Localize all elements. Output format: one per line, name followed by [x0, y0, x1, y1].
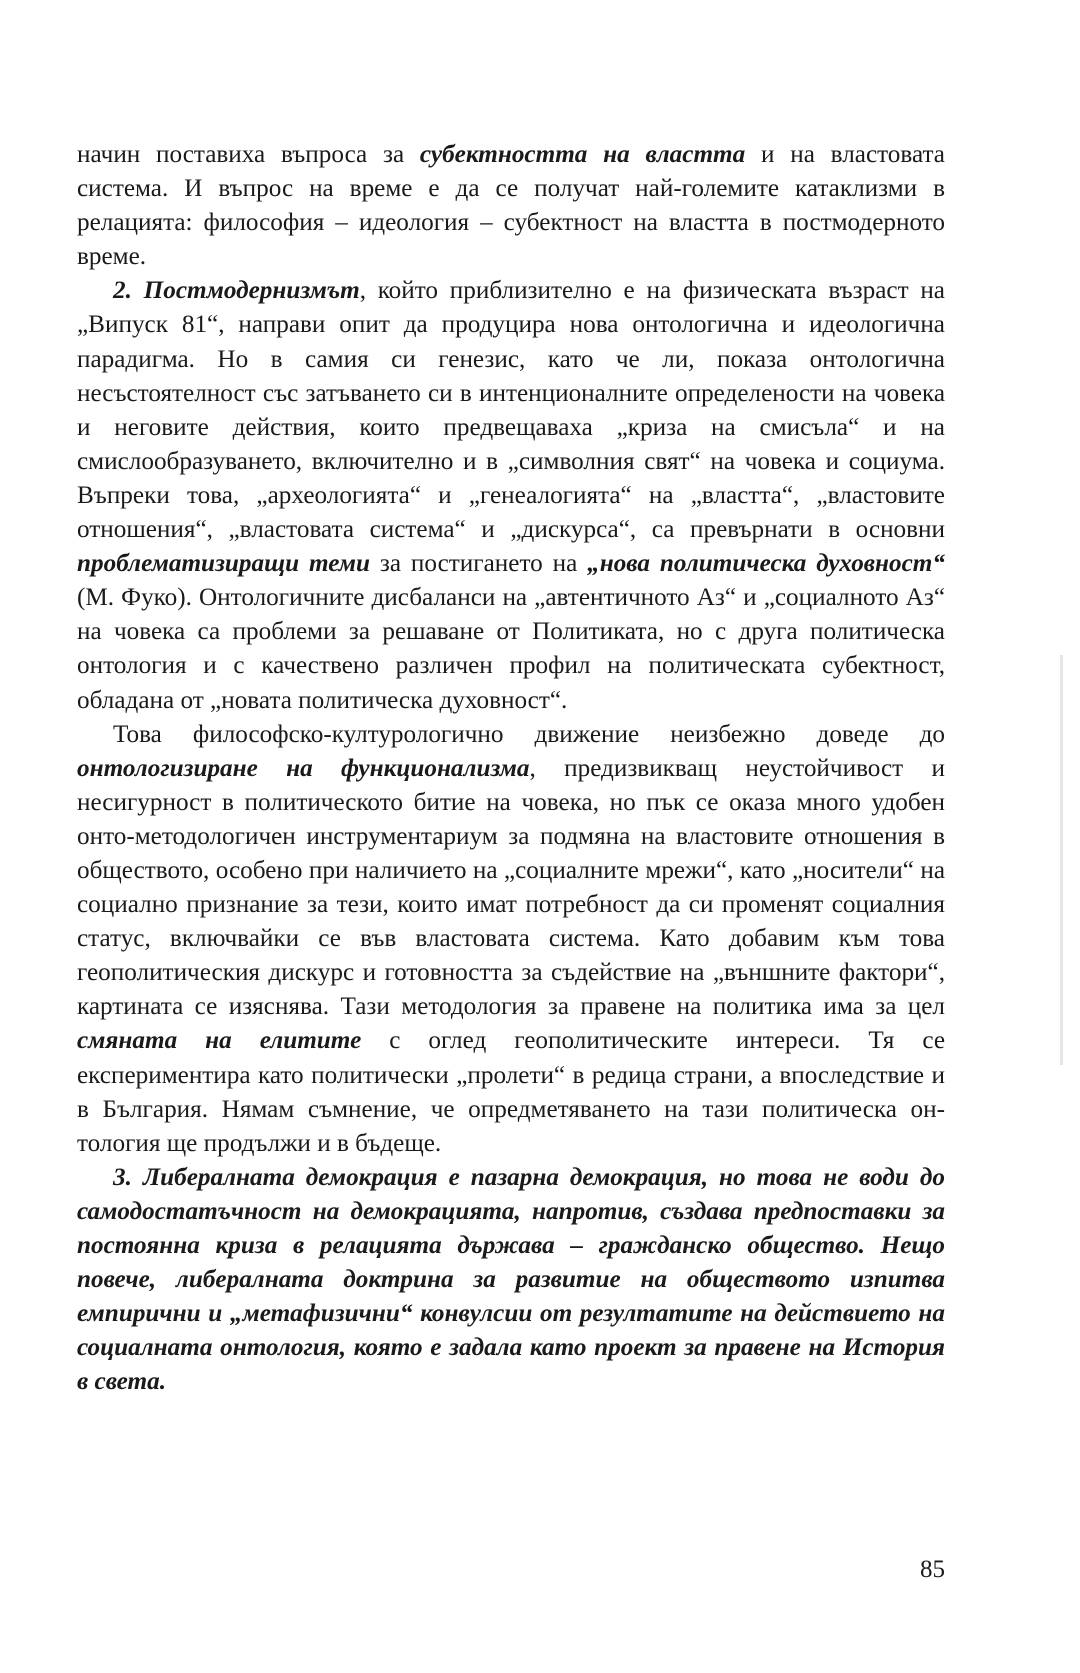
p2-heading-postmodernism: 2. Постмодернизмът	[113, 277, 360, 305]
p1-run-1: начин поставиха въпроса за	[77, 141, 420, 168]
page-number: 85	[920, 1556, 945, 1583]
p2-run-4: за постигането на	[370, 550, 588, 578]
p3-emphasis-functionalism: онтологизиране на функционализма	[77, 754, 530, 782]
p3-run-3: , предизвикващ неустойчивост и несигурност в политическото битие на човека, но пък се оказа много удобен онто-методологичен инструментариум за подмяна на властовите отношения в обществото, особено при наличието на „социалните мрежи“, като „носители“ на социално признание за тези, които имат потребност да си променят социалния статус, включвайки се във властовата система. Като добавим към това геополитическия дискурс и готовността за съдействие на „външните фактори“, картината се изяснява. Тази методология за правене на политика има за цел	[77, 754, 945, 1021]
p4-liberal-democracy-thesis: 3. Либералната демокрация е пазарна демокрация, но това не води до самодостатъчност на демокрацията, напротив, създава предпоставки за постоянна криза в релацията държава – гражданско общество. Нещо повече, либералната доктрина за развитие на обществото изпитва емпирични и „метафизични“ конвулсии от резултатите на действието на социалната онтология, която е задала като проект за правене на История в света.	[77, 1163, 945, 1396]
page-body	[77, 138, 945, 1399]
p3-run-1: Това философско-културологично движение неизбежно доведе до	[113, 720, 945, 748]
p1-emphasis-subjectness: субектността на властта	[419, 141, 746, 168]
p3-run-5: с оглед геополитическите интереси. Тя се експериментира като политически „пролети“ в редица страни, а впоследствие и в България. Нямам съмнение, че опредметяването на тази политическа онтология ще продължи и в бъдеще.	[77, 1027, 945, 1157]
p2-run-2: , който приблизително е на физическата възраст на „Випуск 81“, направи опит да продуцира нова онтологична и идеологична парадигма. Но в самия си генезис, като че ли, показа онтологична несъстоятелност със затъването си в интенционалните определености на човека и неговите действия, които предвещаваха „криза на смисъла“ и на смислообразуването, включително и в „символния свят“ на човека и социума. Въпреки това, „археологията“ и „генеалогията“ на „властта“, „властовите отношения“, „властовата система“ и „дискурса“, са превърнати в основни	[77, 277, 945, 544]
p3-emphasis-elites: смяната на елитите	[77, 1027, 362, 1055]
paragraph-3	[77, 718, 945, 1161]
scrollbar-track[interactable]	[1060, 655, 1063, 1065]
paragraph-1	[77, 138, 945, 274]
paragraph-4	[77, 1161, 945, 1400]
paragraph-2	[77, 274, 945, 717]
p2-emphasis-spirituality: „нова политическа духовност“	[587, 550, 945, 578]
p2-emphasis-themes: проблематизиращи теми	[77, 550, 371, 578]
p2-run-6: (М. Фуко). Онтологичните дисбаланси на „автентичното Аз“ и „социалното Аз“ на човека са проблеми за решаване от Политиката, но с друга политическа онтология и с качествено различен профил на политическата субектност, обладана от „новата политическа духовност“.	[77, 584, 945, 714]
p1-run-3: и на властовата система. И въпрос на време е да се получат най-големите катаклизми в релацията: философия – идеология – субектност на властта в постмодерното време.	[77, 141, 945, 271]
